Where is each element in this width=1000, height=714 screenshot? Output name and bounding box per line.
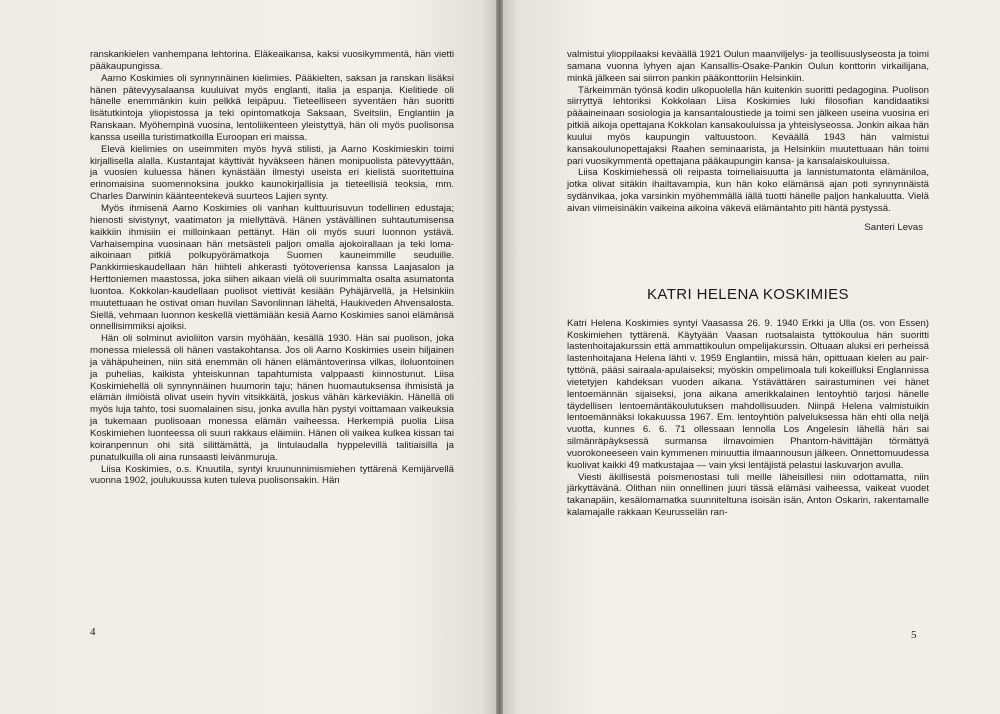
paragraph: Aarno Koskimies oli synnynnäinen kielimies. Pääkielten, saksan ja ranskan lisäksi hänen pätevyysalaansa kuuluivat myös englanti, italia ja espanja. Kielitiede oli hänelle enemmänkin kuin pelkkä leipäpuu. Tieteelliseen syventäen hän suoritti lisätutkintoja yliopistossa ja teki opintomatkoja Saksaan, Sveitsiin, Englantiin ja Ranskaan. Myöhempinä vuosina, lentoliikenteen yleistyttyä, hän oli myös puolisonsa kanssa useilla turistimatkoilla Euroopan eri maissa. xyxy=(90,72,454,143)
right-page xyxy=(503,0,1000,714)
signature: Santeri Levas xyxy=(864,221,923,233)
paragraph: Viesti äkillisestä poismenostasi tuli meille läheisillesi niin odottamatta, niin järkyttävänä. Olithan niin onnellinen juuri tässä elämäsi vaiheessa, vaikeat vuodet takanapäin, kesälomamatka suunniteltuna isoisän isän, Anton Oskarin, rakentamalle kalamajalle rakkaan Keurusselän ran- xyxy=(567,471,929,519)
section-heading: KATRI HELENA KOSKIMIES xyxy=(647,285,849,303)
page-number-left: 4 xyxy=(90,626,96,638)
paragraph: Hän oli solminut avioliiton varsin myöhään, kesällä 1930. Hän sai puolison, joka monessa mielessä oli hänen vastakohtansa. Jos oli Aarno Koskimies usein hiljainen ja vähäpuheinen, niin sitä enemmän oli hänen elämäntoverinsa vilkas, iloluontoinen ja puhelias, kaikista yhteiskunnan tapahtumista valppaasti kiinnostunut. Liisa Koskimiehellä oli synnynnäinen huumorin taju; hänen huomautuksensa ihmisistä ja elämän ilmiöistä olivat usein hyvin vitsikkäitä, joskus vähän kärkeviäkin. Hänellä oli myös luja tahto, tosi suomalainen sisu, jonka avulla hän pystyi voittamaan vaikeuksia ja tukemaan puolisoaan monessa elämän vaiheessa. Herkempiä puolia Liisa Koskimiehen luonteessa oli suuri rakkaus eläimiin. Hänen oli vaikea kulkea kissan tai koiranpennun ohi sitä silittämättä, ja lintulaudalla hyppelevillä talitiaisilla ja punatulkuilla oli aina runsaasti leivänmuruja. xyxy=(90,333,454,463)
paragraph: Liisa Koskimiehessä oli reipasta toimeliaisuutta ja lannistumatonta elämäniloa, jotka olivat sitäkin ihailtavampia, kun hän koko elämänsä ajan poti synnynnäistä sydänvikaa, joka varsinkin myöhemmällä iällä tuotti hänelle paljon hankaluutta. Vielä aivan viimeisinäkin vaikeina aikoina väkevä elämäntahto piti häntä pystyssä. xyxy=(567,167,929,214)
paragraph: Elevä kielimies on useimmiten myös hyvä stilisti, ja Aarno Koskimieskin toimi kirjallisella alalla. Kustantajat käyttivät hyväkseen hänen monipuolista pätevyyttään, ja vuosien kuluessa hänen kynästään ilmestyi useista eri kielistä suoritettuina erinomaisina suomennoksina joukko kaunokirjallisia ja tieteellisiä teoksia, mm. Charles Darwinin käänteentekevä suurteos Lajien synty. xyxy=(90,143,454,203)
left-page xyxy=(0,0,496,714)
paragraph: Tärkeimmän työnsä kodin ulkopuolella hän kuitenkin suoritti pedagogina. Puolison siirryttyä lehtoriksi Kokkolaan Liisa Koskimies luki filosofian kandidaatiksi pääaineinaan sosiologia ja kansantaloustiede ja toimi sen jälkeen useina vuosina eri pitkiä aikoja opettajana Kokkolan kansakouluissa ja yhteislyseossa. Jonkin aikaa hän kuului myös kaupungin valtuustoon. Keväällä 1943 hän valmistui kansakoulunopettajaksi Raahen seminaarista, ja Helsinkiin muutettuaan hän toimi pari vuosikymmentä opettajana pääkaupungin kansa- ja kansalaiskouluissa. xyxy=(567,84,929,167)
book-gutter xyxy=(496,0,503,714)
paragraph: valmistui ylioppilaaksi keväällä 1921 Oulun maanviljelys- ja teollisuuslyseosta ja toimi samana vuonna lyhyen ajan Kansallis-Osake-Pankin Oulun konttorin virkailijana, minkä jälkeen sai siirron pankin pääkonttoriin Helsinkiin. xyxy=(567,49,929,84)
paragraph: ranskankielen vanhempana lehtorina. Eläkeaikansa, kaksi vuosikymmentä, hän vietti pääkaupungissa. xyxy=(90,49,454,72)
page-number-right: 5 xyxy=(911,629,917,641)
right-page-text xyxy=(567,49,929,519)
paragraph: Myös ihmisenä Aarno Koskimies oli vanhan kulttuurisuvun todellinen edustaja; hienosti sivistynyt, vaatimaton ja miellyttävä. Hänen ystävällinen suhtautumisensa kaikkiin ihmisiin ei milloinkaan pettänyt. Hän oli myös suuri luonnon ystävä. Varhaisempina vuosinaan hän metsästeli paljon omalla ajokoirallaan ja teki loma-aikoinaan pitkiä polkupyörämatkoja Suomen kauneimmille seuduille. Pankkimieskaudellaan hän hiihteli ahkerasti työtoveriensa kanssa Laajasalon ja Herttoniemen maastossa, joka siihen aikaan vielä oli suurimmalta osalta asumatonta luontoa. Kokkolan-kaudellaan puolisot viettivät kesiään Pyhäjärvellä, ja Helsinkiin muutettuaan he ostivat oman huvilan Savonlinnan läheltä, Haukiveden Ahvensalosta. Siellä, vehmaan luonnon keskellä viettämiään kesiä Aarno Koskimies sanoi elämänsä onnellisimmiksi ajoiksi. xyxy=(90,202,454,333)
paragraph: Katri Helena Koskimies syntyi Vaasassa 26. 9. 1940 Erkki ja Ulla (os. von Essen) Koskimiehen tyttärenä. Käytyään Vaasan ruotsalaista tyttökoulua hän suoritti lastenhoitajakurssin että ammattikoulun ompelijakurssin. Oltuaan aluksi eri perheissä lastenhoitajana Helena lähti v. 1959 Englantiin, missä hän, opittuaan kielen au pair-tyttönä, pääsi sairaala-apulaiseksi; myöskin ompelimoala tuli kokeilluksi Englannissa vietetyjen kahdeksan vuoden aikana. Ystävättären sairastuminen vei hänet lentoemännän sijaiseksi, jona aikana amerikkalainen lentoyhtiö tarjosi hänelle täydellisen lentoemäntäkoulutuksen mahdollisuuden. Niinpä Helena valmistuikin lentoemännäksi lokakuussa 1967. Em. lentoyhtiön palveluksessa hän ehti olla neljä vuotta, kunnes 6. 6. 71 ollessaan lennolla Los Angelesin lähellä hän sai silmänräpäyksessä surmansa ilmavoimien Phantom-hävittäjän törmättyä vuorokoneeseen vain kymmenen minuuttia ilmaannousun jälkeen. Onnettomuudessa kuolivat kaikki 49 matkustajaa — vain yksi lentäjistä pelastui laskuvarjon avulla. xyxy=(567,317,929,471)
paragraph: Liisa Koskimies, o.s. Knuutila, syntyi kruununnimismiehen tyttärenä Kemijärvellä vuonna 1902, joulukuussa kuten tuleva puolisonsakin. Hän xyxy=(90,463,454,487)
left-page-text xyxy=(90,49,454,487)
